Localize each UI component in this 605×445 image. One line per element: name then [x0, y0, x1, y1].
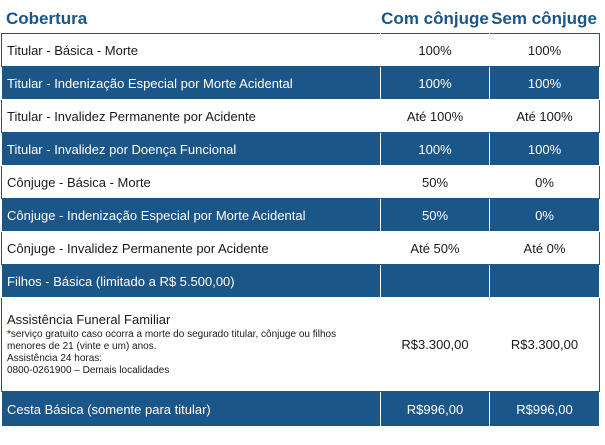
row-label: Filhos - Básica (limitado a R$ 5.500,00)	[2, 265, 381, 298]
row-value-sem: 100%	[490, 34, 600, 67]
table-row	[2, 34, 600, 67]
row-label: Cesta Básica (somente para titular)	[2, 392, 381, 427]
header-com-conjuge: Com cônjuge	[381, 9, 489, 28]
row-label: Cônjuge - Invalidez Permanente por Acidente	[2, 232, 381, 265]
table-row	[2, 166, 600, 199]
table-row	[2, 133, 600, 166]
row-value-com: R$3.300,00	[381, 298, 490, 392]
row-value-com: 100%	[381, 34, 490, 67]
row-value-sem: 100%	[490, 133, 600, 166]
row-label: Titular - Básica - Morte	[2, 34, 381, 67]
row-label: Titular - Invalidez Permanente por Acidente	[2, 100, 381, 133]
coverage-table	[1, 33, 600, 427]
table-row	[2, 265, 600, 298]
row-label: Cônjuge - Básica - Morte	[2, 166, 381, 199]
row-label: Titular - Invalidez por Doença Funcional	[2, 133, 381, 166]
header-cobertura: Cobertura	[6, 9, 88, 28]
row-value-com: 100%	[381, 133, 490, 166]
header-sem-conjuge: Sem cônjuge	[491, 9, 597, 28]
row-value-com: 50%	[381, 199, 490, 232]
row-value-sem: R$3.300,00	[490, 298, 600, 392]
row-value-com: Até 50%	[381, 232, 490, 265]
row-value-com: Até 100%	[381, 100, 490, 133]
row-value-sem: Até 100%	[490, 100, 600, 133]
row-value-com: 50%	[381, 166, 490, 199]
row-value-sem	[490, 265, 600, 298]
table-header	[0, 0, 605, 33]
funeral-assist-24h: Assistência 24 horas:	[7, 353, 103, 364]
row-value-com	[381, 265, 490, 298]
table-row	[2, 232, 600, 265]
table-row	[2, 100, 600, 133]
row-value-com: R$996,00	[381, 392, 490, 427]
row-label: Titular - Indenização Especial por Morte Acidental	[2, 67, 381, 100]
funeral-note: *serviço gratuito caso ocorra a morte do segurado titular, cônjuge ou filhos menores de 21 (vinte e um) anos.	[7, 329, 337, 352]
funeral-title: Assistência Funeral Familiar	[7, 312, 171, 327]
row-value-sem: 0%	[490, 199, 600, 232]
row-value-sem: R$996,00	[490, 392, 600, 427]
row-value-sem: Até 0%	[490, 232, 600, 265]
row-value-com: 100%	[381, 67, 490, 100]
row-value-sem: 100%	[490, 67, 600, 100]
funeral-phone: 0800-0261900 – Demais localidades	[7, 365, 170, 376]
cesta-row	[2, 392, 600, 427]
funeral-row	[2, 298, 600, 392]
table-row	[2, 67, 600, 100]
row-value-sem: 0%	[490, 166, 600, 199]
row-label: Cônjuge - Indenização Especial por Morte Acidental	[2, 199, 381, 232]
table-row	[2, 199, 600, 232]
funeral-cell	[2, 298, 381, 392]
